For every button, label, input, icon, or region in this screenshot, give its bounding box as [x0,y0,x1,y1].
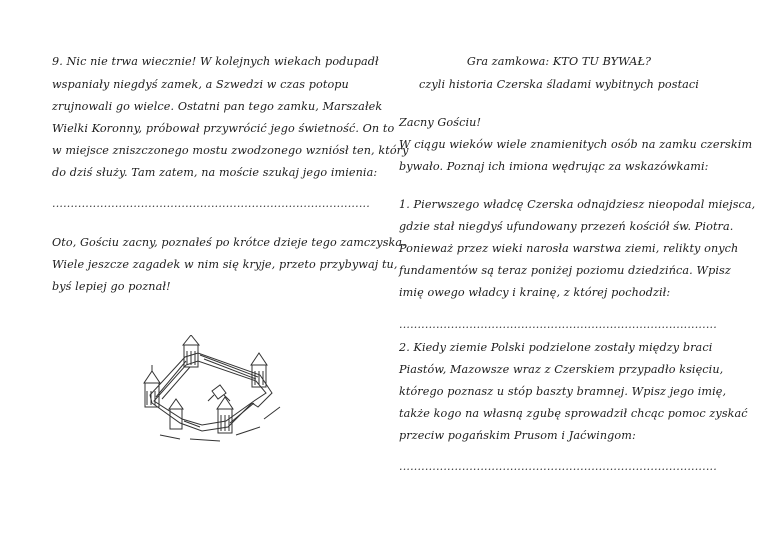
text-line: przeciw pogańskim Prusom i Jaćwingom: [399,429,636,442]
answer-line-1[interactable]: ...................................................................................... [399,318,717,331]
text-line: gdzie stał niegdyś ufundowany przezeń kościół św. Piotra. [399,220,734,233]
text-line: Oto, Gościu zacny, poznałeś po krótce dzieje tego zamczyska. [52,236,406,249]
page-title: Gra zamkowa: KTO TU BYWAŁ? [466,55,652,68]
text-line: imię owego władcy i krainę, z której pochodził: [399,286,671,299]
text-line: do dziś służy. Tam zatem, na moście szukaj jego imienia: [52,166,378,179]
text-line: Ponieważ przez wieki narosła warstwa ziemi, relikty onych [399,242,739,255]
castle-sketch-icon [140,335,290,445]
text-line: bywało. Poznaj ich imiona wędrując za wskazówkami: [399,160,709,173]
text-line: 9. Nic nie trwa wiecznie! W kolejnych wiekach podupadł [52,55,379,68]
page-subtitle: czyli historia Czerska śladami wybitnych postaci [419,78,699,91]
text-line: fundamentów są teraz poniżej poziomu dziedzińca. Wpisz [399,264,731,277]
greeting: Zacny Gościu! [399,116,482,129]
text-line: zrujnowali go wielce. Ostatni pan tego zamku, Marszałek [52,100,383,113]
answer-line-2[interactable]: ...................................................................................... [399,460,717,473]
text-line: W ciągu wieków wiele znamienitych osób na zamku czerskim [399,138,753,151]
text-line: także kogo na własną zgubę sprowadził chcąc pomoc zyskać [399,407,748,420]
text-line: wspaniały niegdyś zamek, a Szwedzi w czas potopu [52,78,349,91]
text-line: w miejsce zniszczonego mostu zwodzonego wzniósł ten, który [52,144,409,157]
text-line: 2. Kiedy ziemie Polski podzielone zostały między braci [399,341,713,354]
answer-line[interactable]: ...................................................................................... [52,197,370,210]
text-line: którego poznasz u stóp baszty bramnej. Wpisz jego imię, [399,385,727,398]
text-line: Wiele jeszcze zagadek w nim się kryje, przeto przybywaj tu, [52,258,398,271]
text-line: byś lepiej go poznał! [52,280,171,293]
text-line: Piastów, Mazowsze wraz z Czerskiem przypadło księciu, [399,363,724,376]
text-line: 1. Pierwszego władcę Czerska odnajdziesz nieopodal miejsca, [399,198,756,211]
text-line: Wielki Koronny, próbował przywrócić jego świetność. On to [52,122,395,135]
